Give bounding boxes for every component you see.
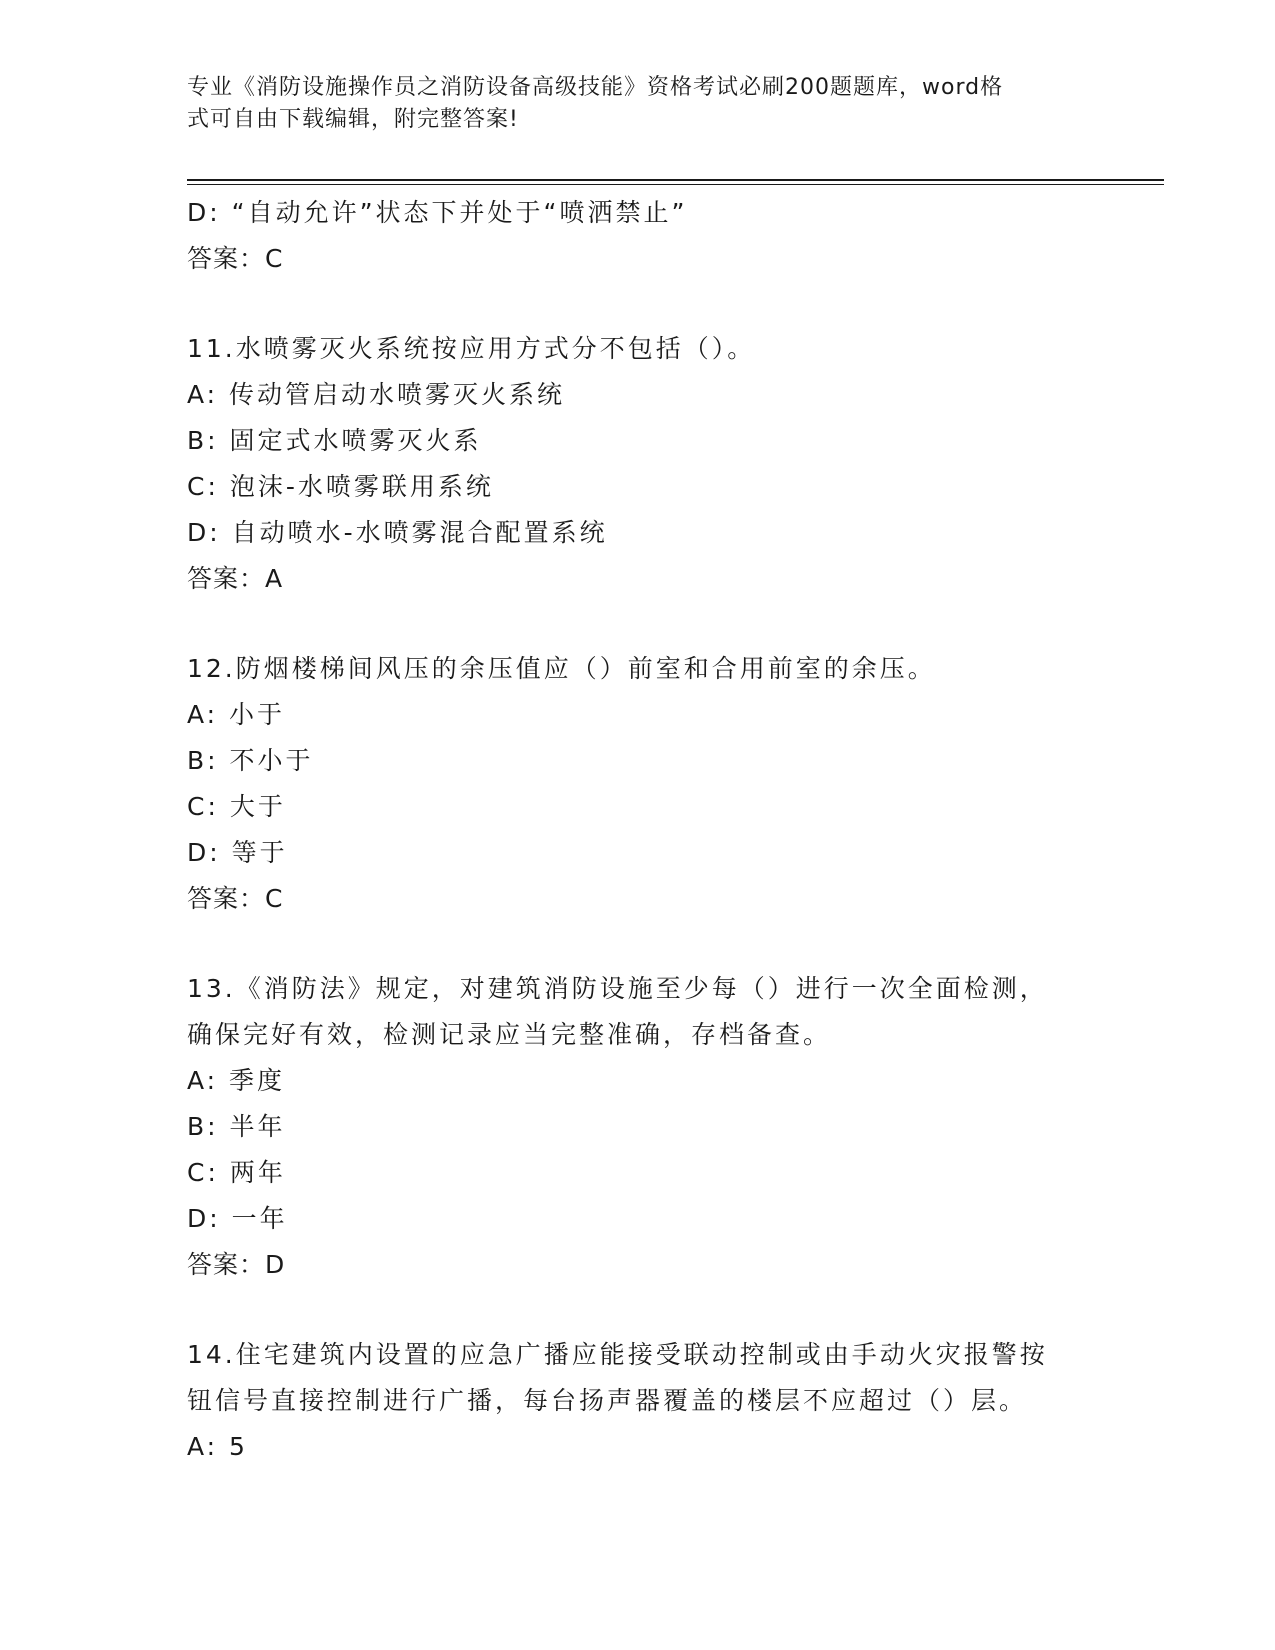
answer: 答案：C: [187, 244, 284, 273]
option-d: D: 自动喷水-水喷雾混合配置系统: [187, 518, 608, 547]
question-gap: [187, 922, 1087, 966]
header-line-1: 专业《消防设施操作员之消防设备高级技能》资格考试必刷200题题库，word格: [187, 75, 1004, 100]
answer: 答案：A: [187, 564, 284, 593]
question-14: [187, 1332, 1087, 1470]
option-d: D: “自动允许”状态下并处于“喷洒禁止”: [187, 198, 688, 227]
option-d: D: 一年: [187, 1204, 288, 1233]
option-c: C: 大于: [187, 792, 286, 821]
question-content: [187, 190, 1087, 1470]
question-gap: [187, 1288, 1087, 1332]
option-a: A: 传动管启动水喷雾灭火系统: [187, 380, 566, 409]
option-b: B: 不小于: [187, 746, 314, 775]
option-a: A: 5: [187, 1432, 248, 1461]
question-stem-continued: 确保完好有效，检测记录应当完整准确，存档备查。: [187, 1020, 832, 1049]
question-stem: 12.防烟楼梯间风压的余压值应（）前室和合用前室的余压。: [187, 654, 936, 683]
question-stem: 14.住宅建筑内设置的应急广播应能接受联动控制或由手动火灾报警按: [187, 1340, 1048, 1369]
question-gap: [187, 602, 1087, 646]
header-line-2: 式可自由下载编辑，附完整答案!: [187, 107, 519, 132]
header-divider-thick: [187, 179, 1164, 181]
option-a: A: 小于: [187, 700, 286, 729]
option-b: B: 半年: [187, 1112, 286, 1141]
question-gap: [187, 282, 1087, 326]
header-divider-thin: [187, 184, 1164, 185]
question-11: [187, 326, 1087, 602]
question-stem-continued: 钮信号直接控制进行广播，每台扬声器覆盖的楼层不应超过（）层。: [187, 1386, 1028, 1415]
answer: 答案：D: [187, 1250, 286, 1279]
question-12: [187, 646, 1087, 922]
option-a: A: 季度: [187, 1066, 286, 1095]
question-13: [187, 966, 1087, 1288]
option-c: C: 两年: [187, 1158, 286, 1187]
option-d: D: 等于: [187, 838, 288, 867]
question-stem: 13.《消防法》规定，对建筑消防设施至少每（）进行一次全面检测，: [187, 974, 1048, 1003]
option-c: C: 泡沫-水喷雾联用系统: [187, 472, 494, 501]
question-stem: 11.水喷雾灭火系统按应用方式分不包括（）。: [187, 334, 756, 363]
answer: 答案：C: [187, 884, 284, 913]
option-b: B: 固定式水喷雾灭火系: [187, 426, 482, 455]
document-header: [187, 72, 1067, 136]
